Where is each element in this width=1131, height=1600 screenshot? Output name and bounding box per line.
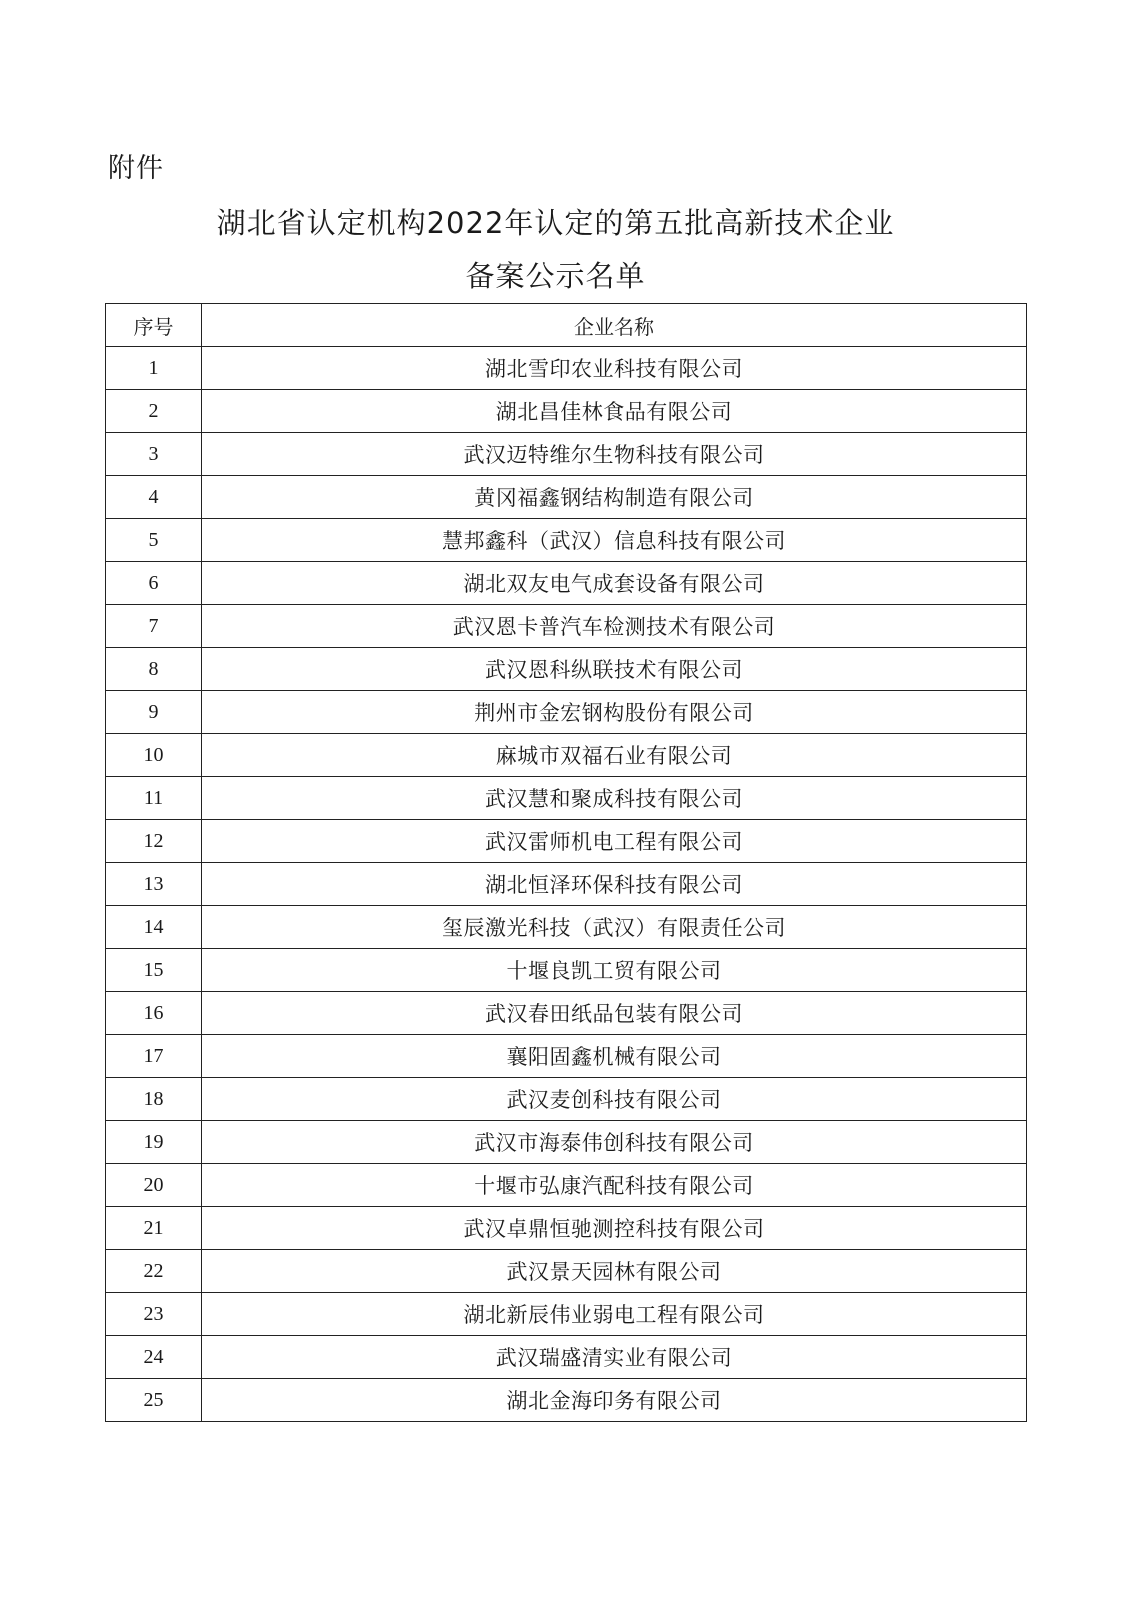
table-header-row <box>106 304 1027 347</box>
row-number: 1 <box>106 347 202 390</box>
company-name: 武汉景天园林有限公司 <box>202 1250 1027 1293</box>
row-number: 10 <box>106 734 202 777</box>
row-number: 12 <box>106 820 202 863</box>
company-name: 湖北新辰伟业弱电工程有限公司 <box>202 1293 1027 1336</box>
table-row <box>106 1078 1027 1121</box>
company-name: 湖北昌佳林食品有限公司 <box>202 390 1027 433</box>
row-number: 18 <box>106 1078 202 1121</box>
company-name: 十堰市弘康汽配科技有限公司 <box>202 1164 1027 1207</box>
document-title-line-1: 湖北省认定机构2022年认定的第五批高新技术企业 <box>216 206 895 240</box>
company-name: 武汉恩科纵联技术有限公司 <box>202 648 1027 691</box>
table-row <box>106 347 1027 390</box>
table-row <box>106 519 1027 562</box>
row-number: 20 <box>106 1164 202 1207</box>
company-name: 武汉市海泰伟创科技有限公司 <box>202 1121 1027 1164</box>
table-row <box>106 605 1027 648</box>
table-row <box>106 863 1027 906</box>
company-name: 武汉卓鼎恒驰测控科技有限公司 <box>202 1207 1027 1250</box>
row-number: 4 <box>106 476 202 519</box>
company-name: 慧邦鑫科（武汉）信息科技有限公司 <box>202 519 1027 562</box>
table-row <box>106 648 1027 691</box>
table-row <box>106 476 1027 519</box>
company-name: 武汉雷师机电工程有限公司 <box>202 820 1027 863</box>
table-row <box>106 906 1027 949</box>
row-number: 22 <box>106 1250 202 1293</box>
company-name: 武汉迈特维尔生物科技有限公司 <box>202 433 1027 476</box>
row-number: 8 <box>106 648 202 691</box>
row-number: 21 <box>106 1207 202 1250</box>
company-name: 湖北双友电气成套设备有限公司 <box>202 562 1027 605</box>
table-row <box>106 1293 1027 1336</box>
table-row <box>106 1336 1027 1379</box>
company-name: 湖北金海印务有限公司 <box>202 1379 1027 1422</box>
company-name: 武汉慧和聚成科技有限公司 <box>202 777 1027 820</box>
row-number: 23 <box>106 1293 202 1336</box>
company-name: 黄冈福鑫钢结构制造有限公司 <box>202 476 1027 519</box>
row-number: 5 <box>106 519 202 562</box>
company-name: 玺辰激光科技（武汉）有限责任公司 <box>202 906 1027 949</box>
row-number: 19 <box>106 1121 202 1164</box>
enterprise-list-table <box>105 303 1027 1422</box>
company-name: 武汉瑞盛清实业有限公司 <box>202 1336 1027 1379</box>
table-row <box>106 949 1027 992</box>
company-name: 湖北恒泽环保科技有限公司 <box>202 863 1027 906</box>
table-row <box>106 1121 1027 1164</box>
row-number: 6 <box>106 562 202 605</box>
table-row <box>106 820 1027 863</box>
table-row <box>106 1164 1027 1207</box>
row-number: 2 <box>106 390 202 433</box>
company-name: 荆州市金宏钢构股份有限公司 <box>202 691 1027 734</box>
row-number: 15 <box>106 949 202 992</box>
row-number: 25 <box>106 1379 202 1422</box>
company-name: 麻城市双福石业有限公司 <box>202 734 1027 777</box>
table-row <box>106 433 1027 476</box>
table-row <box>106 1035 1027 1078</box>
company-name: 十堰良凯工贸有限公司 <box>202 949 1027 992</box>
table-row <box>106 777 1027 820</box>
row-number: 11 <box>106 777 202 820</box>
document-title-line-2: 备案公示名单 <box>465 259 646 293</box>
table-row <box>106 992 1027 1035</box>
company-name: 武汉春田纸品包装有限公司 <box>202 992 1027 1035</box>
table-row <box>106 734 1027 777</box>
table-row <box>106 1379 1027 1422</box>
row-number: 17 <box>106 1035 202 1078</box>
row-number: 16 <box>106 992 202 1035</box>
company-name: 武汉恩卡普汽车检测技术有限公司 <box>202 605 1027 648</box>
attachment-label: 附件 <box>108 153 164 184</box>
table-row <box>106 1207 1027 1250</box>
row-number: 13 <box>106 863 202 906</box>
row-number: 14 <box>106 906 202 949</box>
row-number: 7 <box>106 605 202 648</box>
table-row <box>106 390 1027 433</box>
table-row <box>106 691 1027 734</box>
company-name: 湖北雪印农业科技有限公司 <box>202 347 1027 390</box>
row-number: 9 <box>106 691 202 734</box>
table-row <box>106 562 1027 605</box>
table-row <box>106 1250 1027 1293</box>
column-header-number: 序号 <box>106 304 202 347</box>
row-number: 24 <box>106 1336 202 1379</box>
company-name: 武汉麦创科技有限公司 <box>202 1078 1027 1121</box>
column-header-company-name: 企业名称 <box>202 304 1027 347</box>
company-name: 襄阳固鑫机械有限公司 <box>202 1035 1027 1078</box>
row-number: 3 <box>106 433 202 476</box>
